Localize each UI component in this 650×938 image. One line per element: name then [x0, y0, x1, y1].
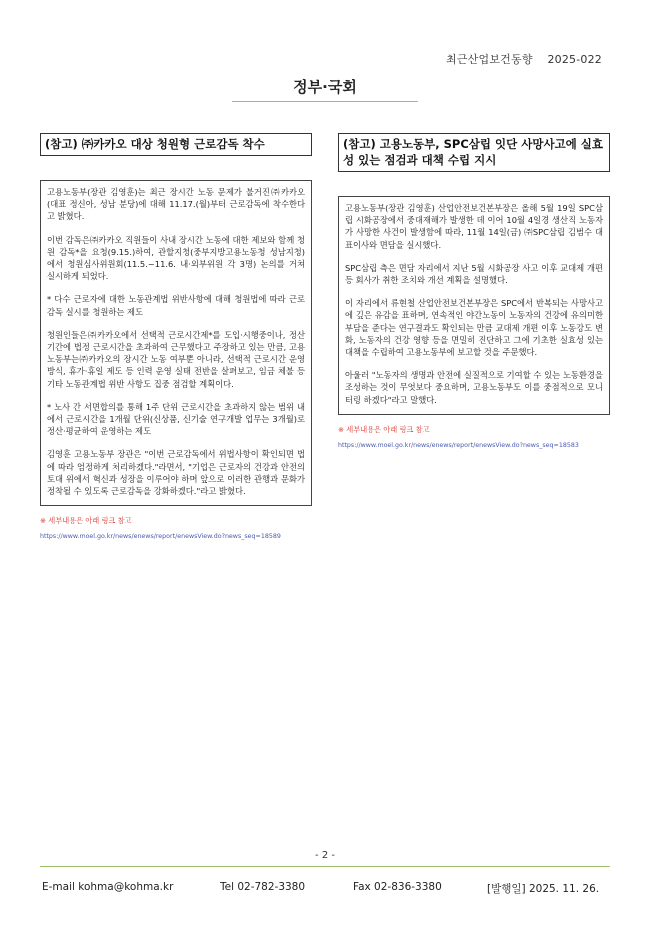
paragraph: SPC삼립 측은 면담 자리에서 지난 5월 시화공장 사고 이후 교대제 개편 등 회사가 취한 조치와 개선 계획을 설명했다.: [345, 262, 603, 286]
paragraph: 이번 감독은㈜카카오 직원들이 사내 장시간 노동에 대한 제보와 함께 청원 감독*을 요청(9.15.)하여, 관할지청(중부지방고용노동청 성남지청)에서 청원심사위원회(11.5.~11.6. 내·외부위원 각 3명) 논의를 거쳐 실시하게 되었다.: [47, 234, 305, 282]
left-article-title: (참고) ㈜카카오 대상 청원형 근로감독 착수: [40, 133, 312, 156]
footer-divider: [40, 866, 610, 867]
page-number: - 2 -: [315, 850, 335, 861]
publication-header: [446, 51, 602, 67]
right-article-body: [338, 196, 610, 415]
paragraph: 고용노동부(장관 김영훈) 산업안전보건본부장은 올해 5월 19일 SPC삼립 시화공장에서 중대재해가 발생한 데 이어 10월 4일경 생산직 노동자가 사망한 사건이 발생함에 따라, 11월 14일(금) ㈜SPC삼립 김범수 대표이사와 면담을 실시했다.: [345, 203, 603, 250]
section-title-underline: [232, 101, 418, 102]
reference-note: ※ 세부내용은 아래 링크 참고: [40, 516, 132, 526]
paragraph: * 노사 간 서면합의를 통해 1주 단위 근로시간을 초과하지 않는 범위 내에서 근로시간을 1개월 단위(신상품, 신기술 연구개발 업무는 3개월)로 정산·평균하여 운영하는 제도: [47, 401, 305, 437]
footer-tel: Tel 02-782-3380: [220, 881, 306, 893]
right-article-title: (참고) 고용노동부, SPC삼립 잇단 사망사고에 실효성 있는 점검과 대책 수립 지시: [338, 133, 610, 172]
paragraph: 청원인들은㈜카카오에서 선택적 근로시간제*를 도입·시행중이나, 정산 기간에 법정 근로시간을 초과하여 근무했다고 주장하고 있는 만큼, 고용노동부는㈜카카오의 장시간 노동 여부뿐 아니라, 선택적 근로시간 운영 방식, 휴가·휴일 제도 등 인력 운영 실태 전반을 살펴보고, 임금 체불 등 기타 노동관계법 위반 사항도 집중 점검할 계획이다.: [47, 329, 305, 389]
publication-name: 최근산업보건동향: [446, 53, 533, 66]
section-title: 정부·국회: [293, 78, 357, 96]
right-article: [338, 133, 610, 449]
reference-note: ※ 세부내용은 아래 링크 참고: [338, 424, 430, 434]
paragraph: 김영훈 고용노동부 장관은 "이번 근로감독에서 위법사항이 확인되면 법에 따라 엄정하게 처리하겠다."라면서, "기업은 근로자의 건강과 안전의 토대 위에서 혁신과 성장을 이루어야 하며 앞으로 이러한 관행과 문화가 정착될 수 있도록 근로감독을 강화하겠다."라고 밝혔다.: [47, 449, 305, 497]
left-article-body: [40, 180, 312, 506]
paragraph: 아울러 "노동자의 생명과 안전에 실질적으로 기여할 수 있는 노동환경을 조성하는 것이 무엇보다 중요하며, 고용노동부도 이를 중점적으로 모니터링 하겠다"라고 말했다.: [345, 370, 603, 405]
left-article: [40, 133, 312, 540]
footer-email: E-mail kohma@kohma.kr: [42, 881, 174, 893]
issue-number: 2025-022: [547, 53, 602, 66]
paragraph: 이 자리에서 류현철 산업안전보건본부장은 SPC에서 반복되는 사망사고에 깊은 유감을 표하며, 연속적인 야간노동이 노동자의 건강에 유의미한 부담을 준다는 연구결과도 확인되는 만큼 교대제 개편 이후 노동강도 변화, 노동자의 건강 영향 등을 면밀히 진단하고 그에 기초한 실효성 있는 대책을 수립하여 고용노동부에 보고할 것을 주문했다.: [345, 298, 603, 358]
paragraph: * 다수 근로자에 대한 노동관계법 위반사항에 대해 청원법에 따라 근로감독 실시를 청원하는 제도: [47, 294, 305, 317]
paragraph: 고용노동부(장관 김영훈)는 최근 장시간 노동 문제가 불거진㈜카카오(대표 정신아, 성남 분당)에 대해 11.17.(월)부터 근로감독에 착수한다고 밝혔다.: [47, 187, 305, 222]
footer-fax: Fax 02-836-3380: [353, 881, 442, 893]
footer-issue-date: [발행일] 2025. 11. 26.: [487, 883, 600, 895]
reference-link[interactable]: https://www.moel.go.kr/news/enews/report/enewsView.do?news_seq=18589: [40, 533, 281, 541]
reference-link[interactable]: https://www.moel.go.kr/news/enews/report/enewsView.do?news_seq=18583: [338, 441, 579, 449]
